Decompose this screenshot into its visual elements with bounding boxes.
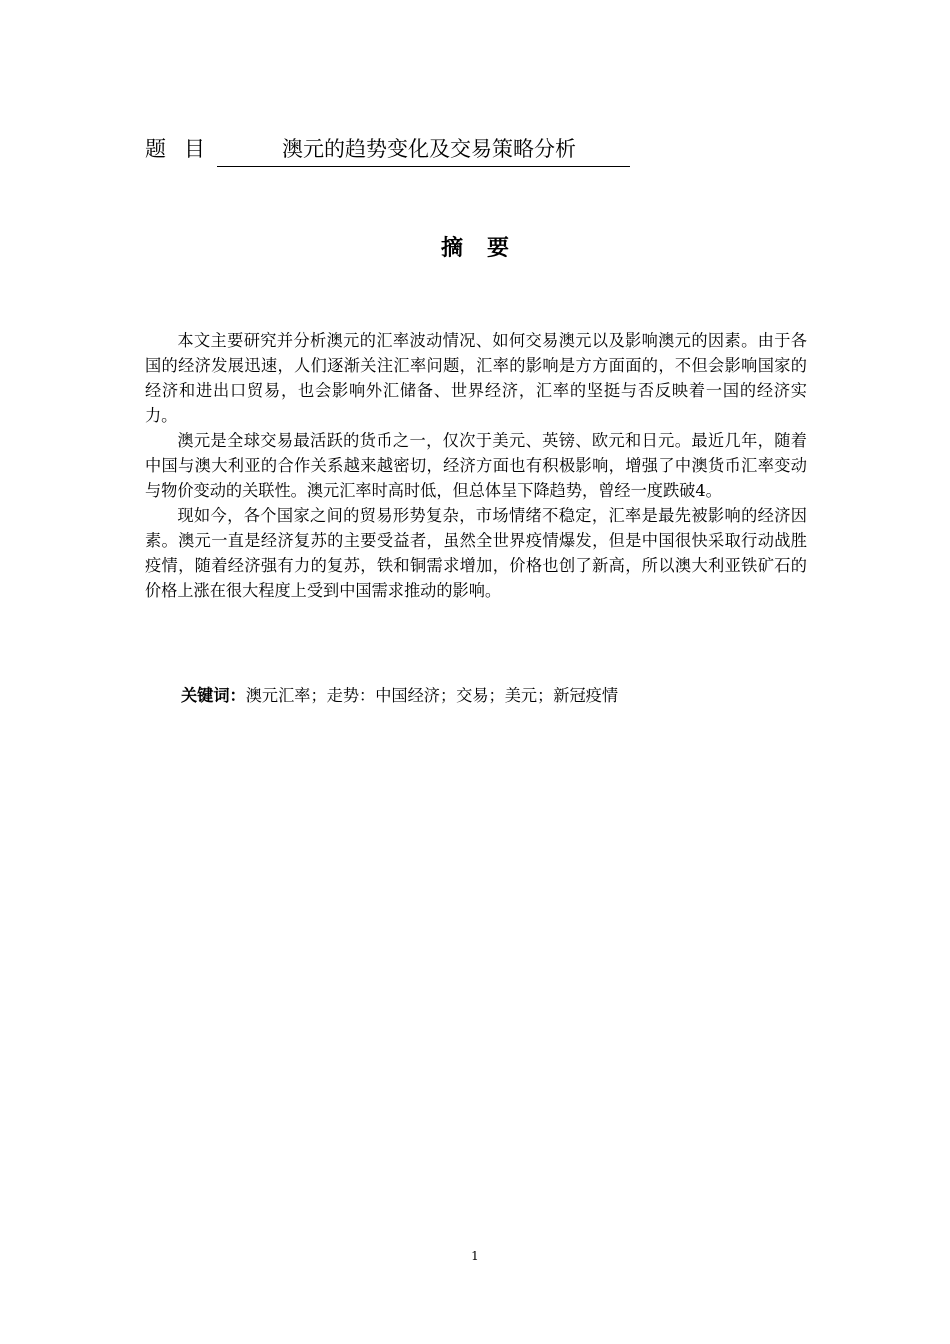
abstract-paragraph: 现如今，各个国家之间的贸易形势复杂，市场情绪不稳定，汇率是最先被影响的经济因素。澳元一直是经济复苏的主要受益者，虽然全世界疫情爆发，但是中国很快采取行动战胜疫情，随着经济强有力的复苏，铁和铜需求增加，价格也创了新高，所以澳大利亚铁矿石的价格上涨在很大程度上受到中国需求推动的影响。: [145, 506, 807, 600]
keywords-value: 澳元汇率；走势：中国经济；交易；美元；新冠疫情: [245, 686, 619, 705]
keywords-line: [181, 683, 618, 708]
abstract-paragraph: 本文主要研究并分析澳元的汇率波动情况、如何交易澳元以及影响澳元的因素。由于各国的经济发展迅速，人们逐渐关注汇率问题，汇率的影响是方方面面的，不但会影响国家的经济和进出口贸易，也会影响外汇储备、世界经济，汇率的坚挺与否反映着一国的经济实力。: [145, 331, 807, 425]
page-number: 1: [471, 1249, 479, 1263]
abstract-body: [145, 328, 807, 603]
abstract-paragraph: 澳元是全球交易最活跃的货币之一，仅次于美元、英镑、欧元和日元。最近几年，随着中国与澳大利亚的合作关系越来越密切，经济方面也有积极影响，增强了中澳货币汇率变动与物价变动的关联性。澳元汇率时高时低，但总体呈下降趋势，曾经一度跌破4。: [145, 431, 807, 500]
title-label: 题目: [145, 137, 223, 161]
thesis-title: 澳元的趋势变化及交易策略分析: [217, 132, 630, 167]
abstract-heading: 摘要: [440, 236, 533, 261]
thesis-title-row: [145, 132, 630, 167]
keywords-label: 关键词：: [181, 686, 246, 705]
